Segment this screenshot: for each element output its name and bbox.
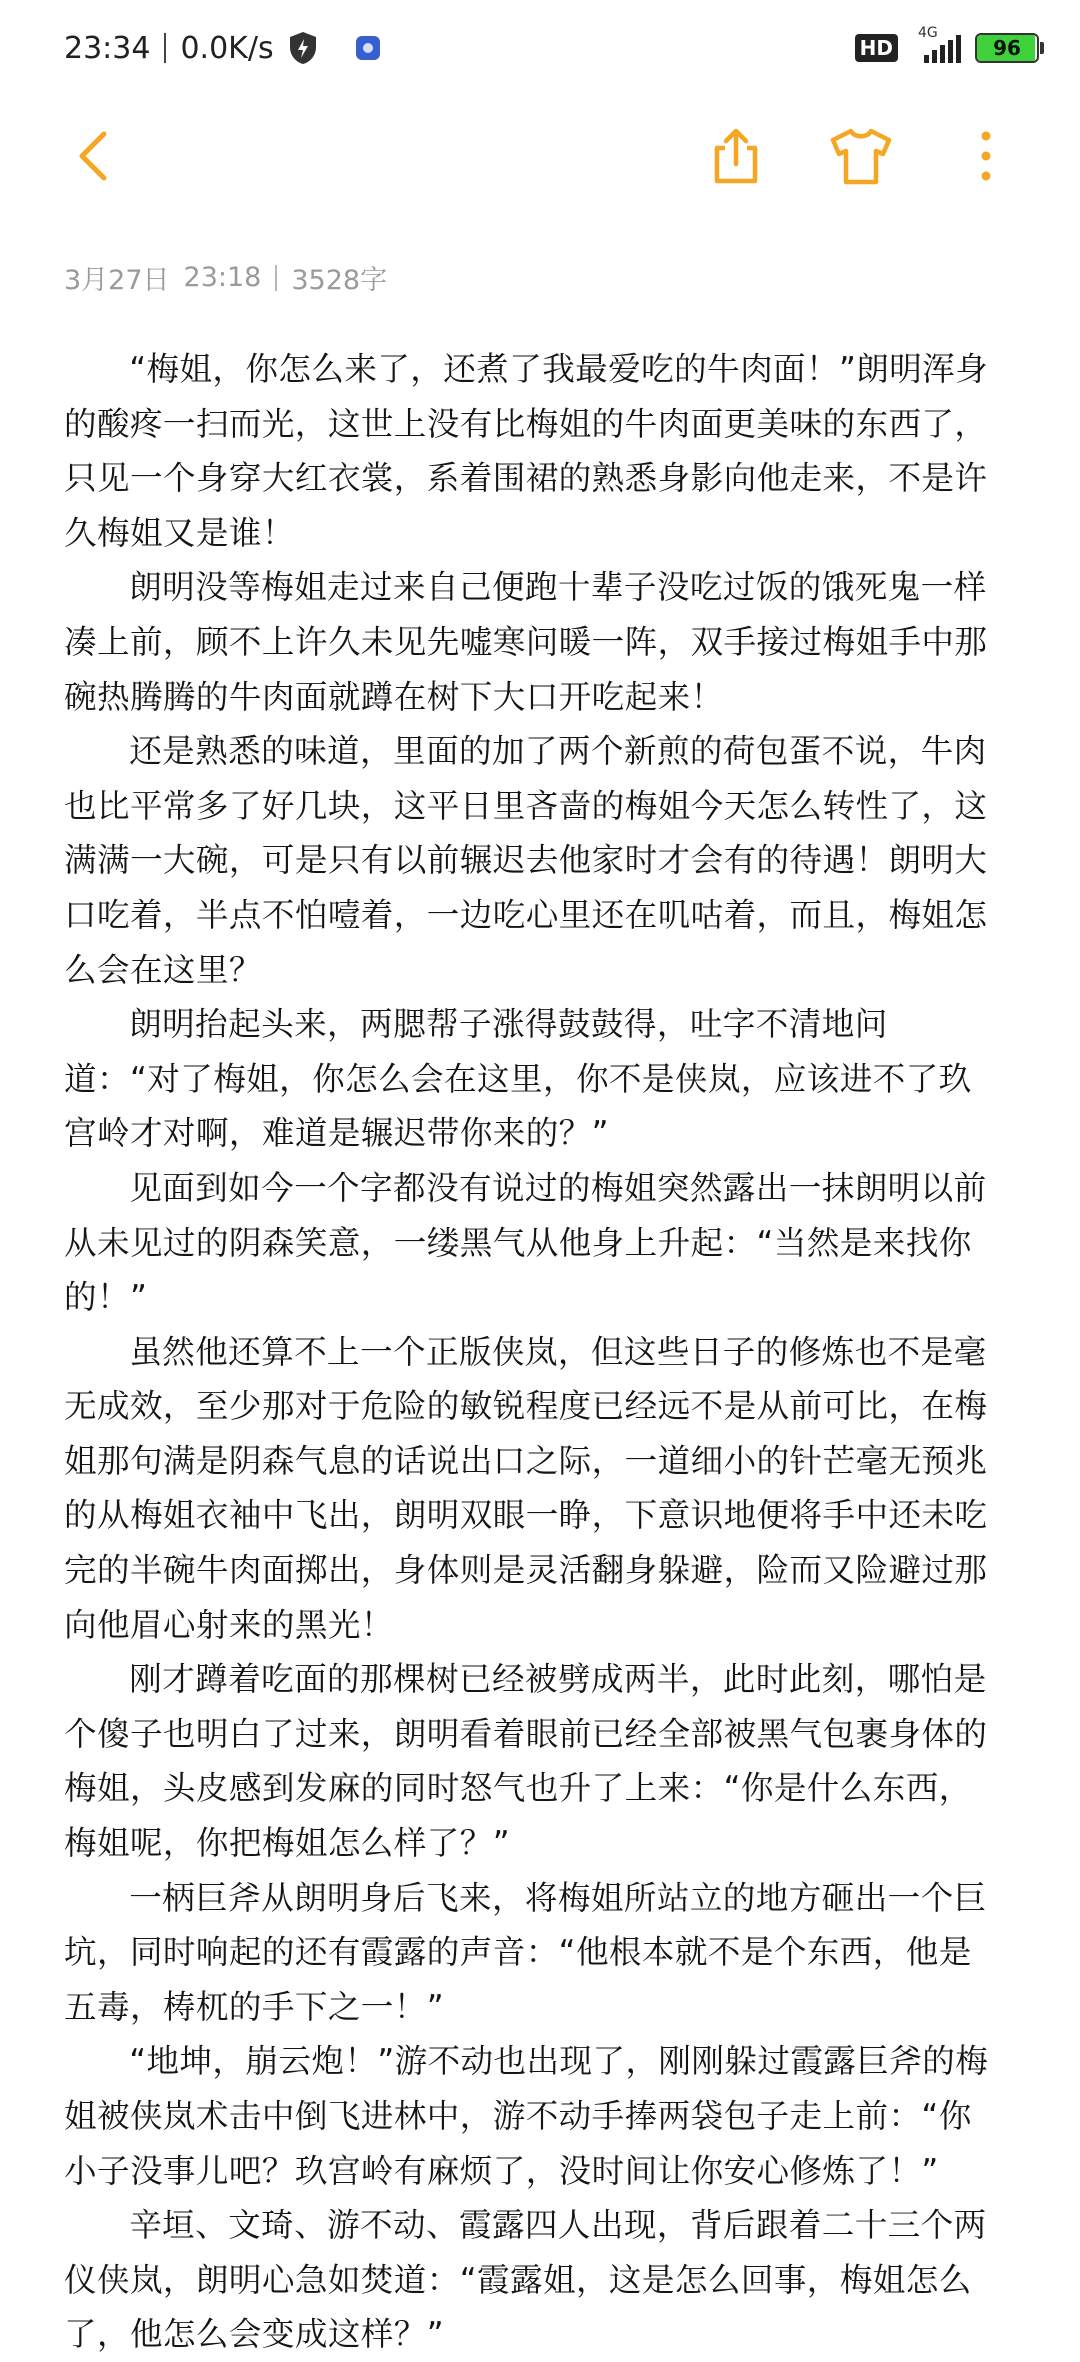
note-toolbar [0,100,1080,200]
meta-divider [275,265,277,291]
theme-button[interactable] [825,120,897,192]
app-notification-icon [356,36,380,60]
share-icon [706,126,766,186]
note-body[interactable] [64,342,1000,2362]
note-date: 3月27日 [64,265,170,296]
paragraph: 辛垣、文琦、游不动、霞露四人出现，背后跟着二十三个两仪侠岚，朗明心急如焚道：“霞露姐，这是怎么回事，梅姐怎么了，他怎么会变成这样？” [64,2206,987,2354]
paragraph: 一柄巨斧从朗明身后飞来，将梅姐所站立的地方砸出一个巨坑，同时响起的还有霞露的声音：“他根本就不是个东西，他是五毒，梼杌的手下之一！” [64,1878,987,2026]
battery-icon [975,33,1044,63]
clock: 23:34 [64,30,151,66]
paragraph: 见面到如今一个字都没有说过的梅姐突然露出一抹朗明以前从未见过的阴森笑意，一缕黑气从他身上升起：“当然是来找你的！” [64,1168,987,1317]
hd-badge: HD [855,34,898,62]
paragraph: 虽然他还算不上一个正版侠岚，但这些日子的修炼也不是毫无成效，至少那对于危险的敏锐程度已经远不是从前可比，在梅姐那句满是阴森气息的话说出口之际，一道细小的针芒毫无预兆的从梅姐衣袖中飞出，朗明双眼一睁，下意识地便将手中还未吃完的半碗牛肉面掷出，身体则是灵活翻身躲避，险而又险避过那向他眉心射来的黑光！ [64,1332,988,1644]
note-time: 23:18 [183,262,262,293]
shirt-icon [827,126,895,186]
back-button[interactable] [58,120,130,192]
share-button[interactable] [700,120,772,192]
paragraph: “地坤，崩云炮！”游不动也出现了，刚刚躲过霞露巨斧的梅姐被侠岚术击中倒飞进林中，游不动手捧两袋包子走上前：“你小子没事儿吧？玖宫岭有麻烦了，没时间让你安心修炼了！” [64,2042,989,2190]
status-right [855,25,1044,63]
signal-icon [912,25,961,63]
note-meta [64,258,387,297]
paragraph: “梅姐，你怎么来了，还煮了我最爱吃的牛肉面！”朗明浑身的酸疼一扫而光，这世上没有比梅姐的牛肉面更美味的东西了，只见一个身穿大红衣裳，系着围裙的熟悉身影向他走来，不是许久梅姐又是谁！ [64,350,989,552]
status-bar [0,0,1080,96]
paragraph: 朗明抬起头来，两腮帮子涨得鼓鼓得，吐字不清地问道：“对了梅姐，你怎么会在这里，你不是侠岚，应该进不了玖宫岭才对啊，难道是辗迟带你来的？” [64,1005,972,1153]
battery-level: 96 [993,36,1021,60]
paragraph: 朗明没等梅姐走过来自己便跑十辈子没吃过饭的饿死鬼一样凑上前，顾不上许久未见先嘘寒问暖一阵，双手接过梅姐手中那碗热腾腾的牛肉面就蹲在树下大口开吃起来！ [64,568,988,716]
status-left [64,31,380,66]
paragraph: 刚才蹲着吃面的那棵树已经被劈成两半，此时此刻，哪怕是个傻子也明白了过来，朗明看着眼前已经全部被黑气包裹身体的梅姐，头皮感到发麻的同时怒气也升了上来：“你是什么东西，梅姐呢，你把梅姐怎么样了？” [64,1660,988,1863]
network-type: 4G [918,25,938,41]
word-count: 3528字 [291,265,388,296]
shield-icon [288,31,318,65]
more-button[interactable] [950,120,1022,192]
network-speed: 0.0K/s [180,30,274,66]
more-vertical-icon [976,126,996,186]
paragraph: 还是熟悉的味道，里面的加了两个新煎的荷包蛋不说，牛肉也比平常多了好几块，这平日里吝啬的梅姐今天怎么转性了，这满满一大碗，可是只有以前辗迟去他家时才会有的待遇！朗明大口吃着，半点不怕噎着，一边吃心里还在叽咕着，而且，梅姐怎么会在这里？ [64,732,988,989]
chevron-left-icon [74,128,114,184]
status-divider [164,33,166,63]
